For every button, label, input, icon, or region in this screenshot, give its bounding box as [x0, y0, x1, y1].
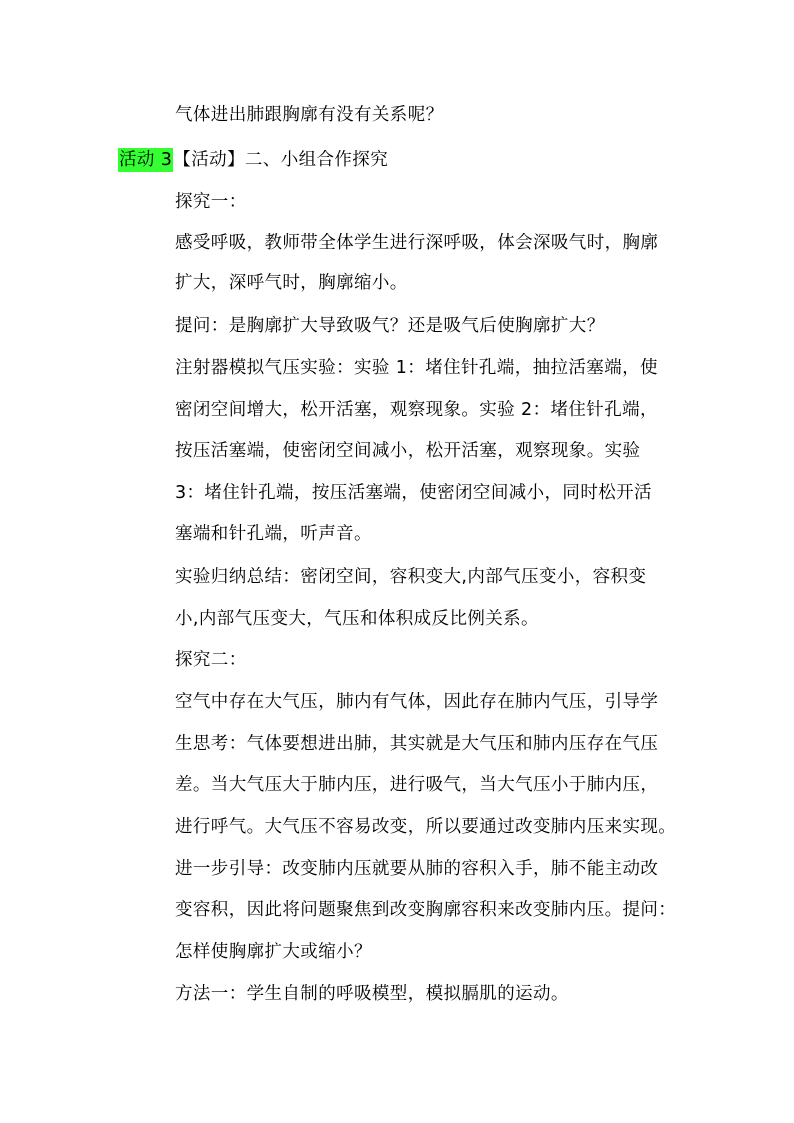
paragraph-line: 空气中存在大气压，肺内有气体，因此存在肺内气压，引导学: [175, 692, 659, 712]
paragraph-line: 探究二：: [175, 650, 247, 670]
paragraph-line: 差。当大气压大于肺内压，进行吸气，当大气压小于肺内压，: [175, 775, 659, 795]
section-heading: [118, 148, 388, 172]
paragraph-line: 进一步引导：改变肺内压就要从肺的容积入手，肺不能主动改: [175, 859, 659, 879]
paragraph-line: 怎样使胸廓扩大或缩小？: [175, 942, 372, 962]
paragraph-line: 实验归纳总结：密闭空间，容积变大,内部气压变小，容积变: [175, 567, 647, 587]
paragraph-line: 小,内部气压变大，气压和体积成反比例关系。: [175, 609, 539, 629]
paragraph-line: 感受呼吸，教师带全体学生进行深呼吸，体会深吸气时，胸廓: [175, 233, 659, 253]
heading-text: 【活动】二、小组合作探究: [173, 150, 389, 170]
paragraph-line: 探究一：: [175, 192, 247, 212]
highlighted-activity-label: 活动 3: [119, 150, 173, 170]
paragraph-line: 变容积，因此将问题聚焦到改变胸廓容积来改变肺内压。提问：: [175, 900, 677, 920]
paragraph-line: 3：堵住针孔端，按压活塞端，使密闭空间减小，同时松开活: [175, 483, 652, 503]
paragraph-line: 方法一：学生自制的呼吸模型，模拟膈肌的运动。: [175, 984, 569, 1004]
paragraph-line: 注射器模拟气压实验：实验 1：堵住针孔端，抽拉活塞端，使: [175, 358, 658, 378]
paragraph-line: 生思考：气体要想进出肺，其实就是大气压和肺内压存在气压: [175, 734, 659, 754]
paragraph-line: 塞端和针孔端，听声音。: [175, 524, 372, 544]
paragraph-line: 提问：是胸廓扩大导致吸气？还是吸气后使胸廓扩大？: [175, 316, 605, 336]
paragraph-line: 扩大，深呼气时，胸廓缩小。: [175, 273, 408, 293]
paragraph-line: 密闭空间增大，松开活塞，观察现象。实验 2：堵住针孔端，: [175, 400, 658, 420]
paragraph-line: 进行呼气。大气压不容易改变，所以要通过改变肺内压来实现。: [175, 817, 677, 837]
paragraph-line: 气体进出肺跟胸廓有没有关系呢？: [175, 105, 444, 125]
paragraph-line: 按压活塞端，使密闭空间减小，松开活塞，观察现象。实验: [175, 441, 641, 461]
